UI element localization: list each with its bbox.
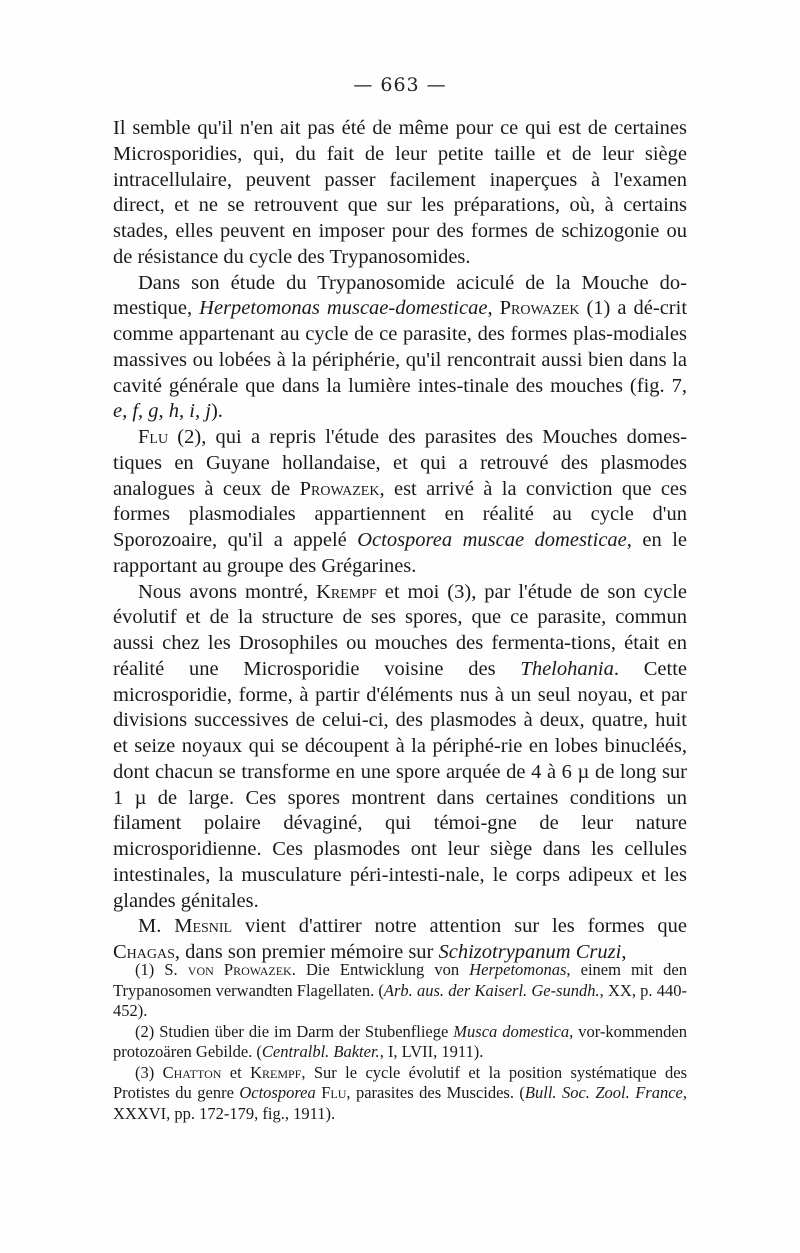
italic-text: Herpetomonas [469, 960, 567, 979]
italic-text: e, f, g, h, i, j [113, 400, 211, 423]
text-run: M. [138, 915, 175, 938]
paragraph [113, 580, 687, 915]
italic-text: Arb. aus. der Kaiserl. Ge-sundh. [383, 980, 600, 1000]
paragraph: Il semble qu'il n'en ait pas été de même pour ce qui est de certaines Microsporidies, qui, du fait de leur petite taille et de leur siège intracellulaire, peuvent passer facilement inaperçues à l'examen direct, et ne se retrouvent que sur les préparations, où, à certains stades, elles peuvent en imposer pour des formes de schizogonie ou de résistance du cycle des Trypanosomides. [113, 117, 687, 268]
text-run: vient d'attirer notre attention sur les formes que [232, 915, 688, 938]
italic-text: Octosporea muscae domesticae [357, 529, 627, 551]
author-name: von Prowazek [187, 960, 292, 979]
author-name: Mesnil [174, 915, 233, 938]
footnote [113, 1063, 687, 1125]
paragraph [113, 914, 687, 966]
author-name: Prowazek [299, 477, 380, 500]
author-name: Krempf [250, 1062, 302, 1082]
paragraph [113, 271, 687, 426]
page-number: — 663 — [353, 74, 447, 96]
text-run: , einem mit den Trypanosomen verwandten Flagellaten. ( [113, 960, 687, 1000]
paragraph [113, 425, 687, 580]
text-run: (3) [135, 1062, 163, 1082]
author-name: Prowazek [499, 297, 580, 320]
text-run: ). [210, 400, 223, 423]
body-text [113, 116, 687, 966]
italic-text: Musca domestica [453, 1021, 570, 1041]
footnote [113, 960, 687, 1022]
text-run: (1) a dé-crit comme appartenant au cycle de ce parasite, des formes plas-modiales massives ou lobées à la périphérie, qu'il rencontrait aussi bien dans la cavité générale que dans la lumière intes-tinale des mouches (fig. 7, [113, 297, 688, 397]
author-name: Flu [321, 1083, 347, 1102]
text-run: , I, LVII, 1911). [379, 1042, 484, 1061]
text-run: , en le rapportant au groupe des Grégarines. [113, 529, 687, 577]
text-run: (2), qui a repris l'étude des parasites des Mouches domes-tiques en Guyane hollandaise, et qui a retrouvé des plasmodes analogues à ceux de [113, 426, 687, 500]
author-name: Chagas [113, 941, 175, 963]
italic-text: Octosporea [239, 1083, 316, 1102]
text-run: , XX, p. 440-452). [113, 980, 687, 1020]
text-run: , [621, 941, 627, 963]
text-run: Nous avons montré, [138, 580, 317, 603]
text-run: . Cette microsporidie, forme, à partir d'éléments nus à un seul noyau, et par divisions successives de celui-ci, des plasmodes à deux, quatre, huit et seize noyaux qui se découpent à la périphé-rie en lobes binucléés, dont chacun se transforme en une spore arquée de 4 à 6 µ de long sur 1 µ de large. Ces spores montrent dans certaines conditions un filament polaire dévaginé, qui témoi-gne de leur nature microsporidienne. Ces plasmodes ont leur siège dans les cellules intestinales, la musculature péri-intesti-nale, le corps adipeux et les glandes génitales. [113, 657, 687, 912]
author-name: Chatton [162, 1062, 222, 1082]
author-name: Flu [138, 426, 169, 448]
italic-text: Thelohania [520, 657, 614, 680]
italic-text: Centralbl. Bakter. [261, 1042, 380, 1061]
text-run: , XXXVI, pp. 172-179, fig., 1911). [113, 1083, 687, 1123]
italic-text: Bull. Soc. Zool. France [524, 1083, 683, 1102]
text-run: , est arrivé à la conviction que ces formes plasmodiales appartiennent en réalité au cycle d'un Sporozoaire, qu'il a appelé [113, 477, 687, 551]
author-name: Krempf [316, 580, 377, 603]
italic-text: Schizotrypanum Cruzi [438, 941, 622, 963]
text-run: , dans son premier mémoire sur [174, 941, 439, 963]
text-run: , parasites des Muscides. ( [346, 1083, 525, 1102]
italic-text: Herpetomonas muscae-domesticae [199, 297, 488, 320]
text-run: et moi (3), par l'étude de son cycle évolutif et de la structure de ses spores, que ce parasite, commun aussi chez les Drosophiles ou mouches des fermenta-tions, était en réalité une Microsporidie voisine des [113, 580, 687, 680]
text-run: . Die Entwicklung von [291, 960, 470, 979]
footnotes [113, 960, 687, 1124]
text-run: (2) Studien über die im Darm der Stubenfliege [135, 1021, 454, 1041]
text-run: , vor-kommenden protozoären Gebilde. ( [113, 1021, 687, 1061]
text-run: et [221, 1062, 251, 1082]
text-run: , Sur le cycle évolutif et la position systématique des Protistes du genre [113, 1062, 687, 1102]
text-run: Dans son étude du Trypanosomide aciculé de la Mouche do-mestique, [113, 271, 687, 320]
text-run: (1) S. [135, 960, 188, 979]
footnote [113, 1022, 687, 1063]
text-run: , [487, 297, 500, 320]
